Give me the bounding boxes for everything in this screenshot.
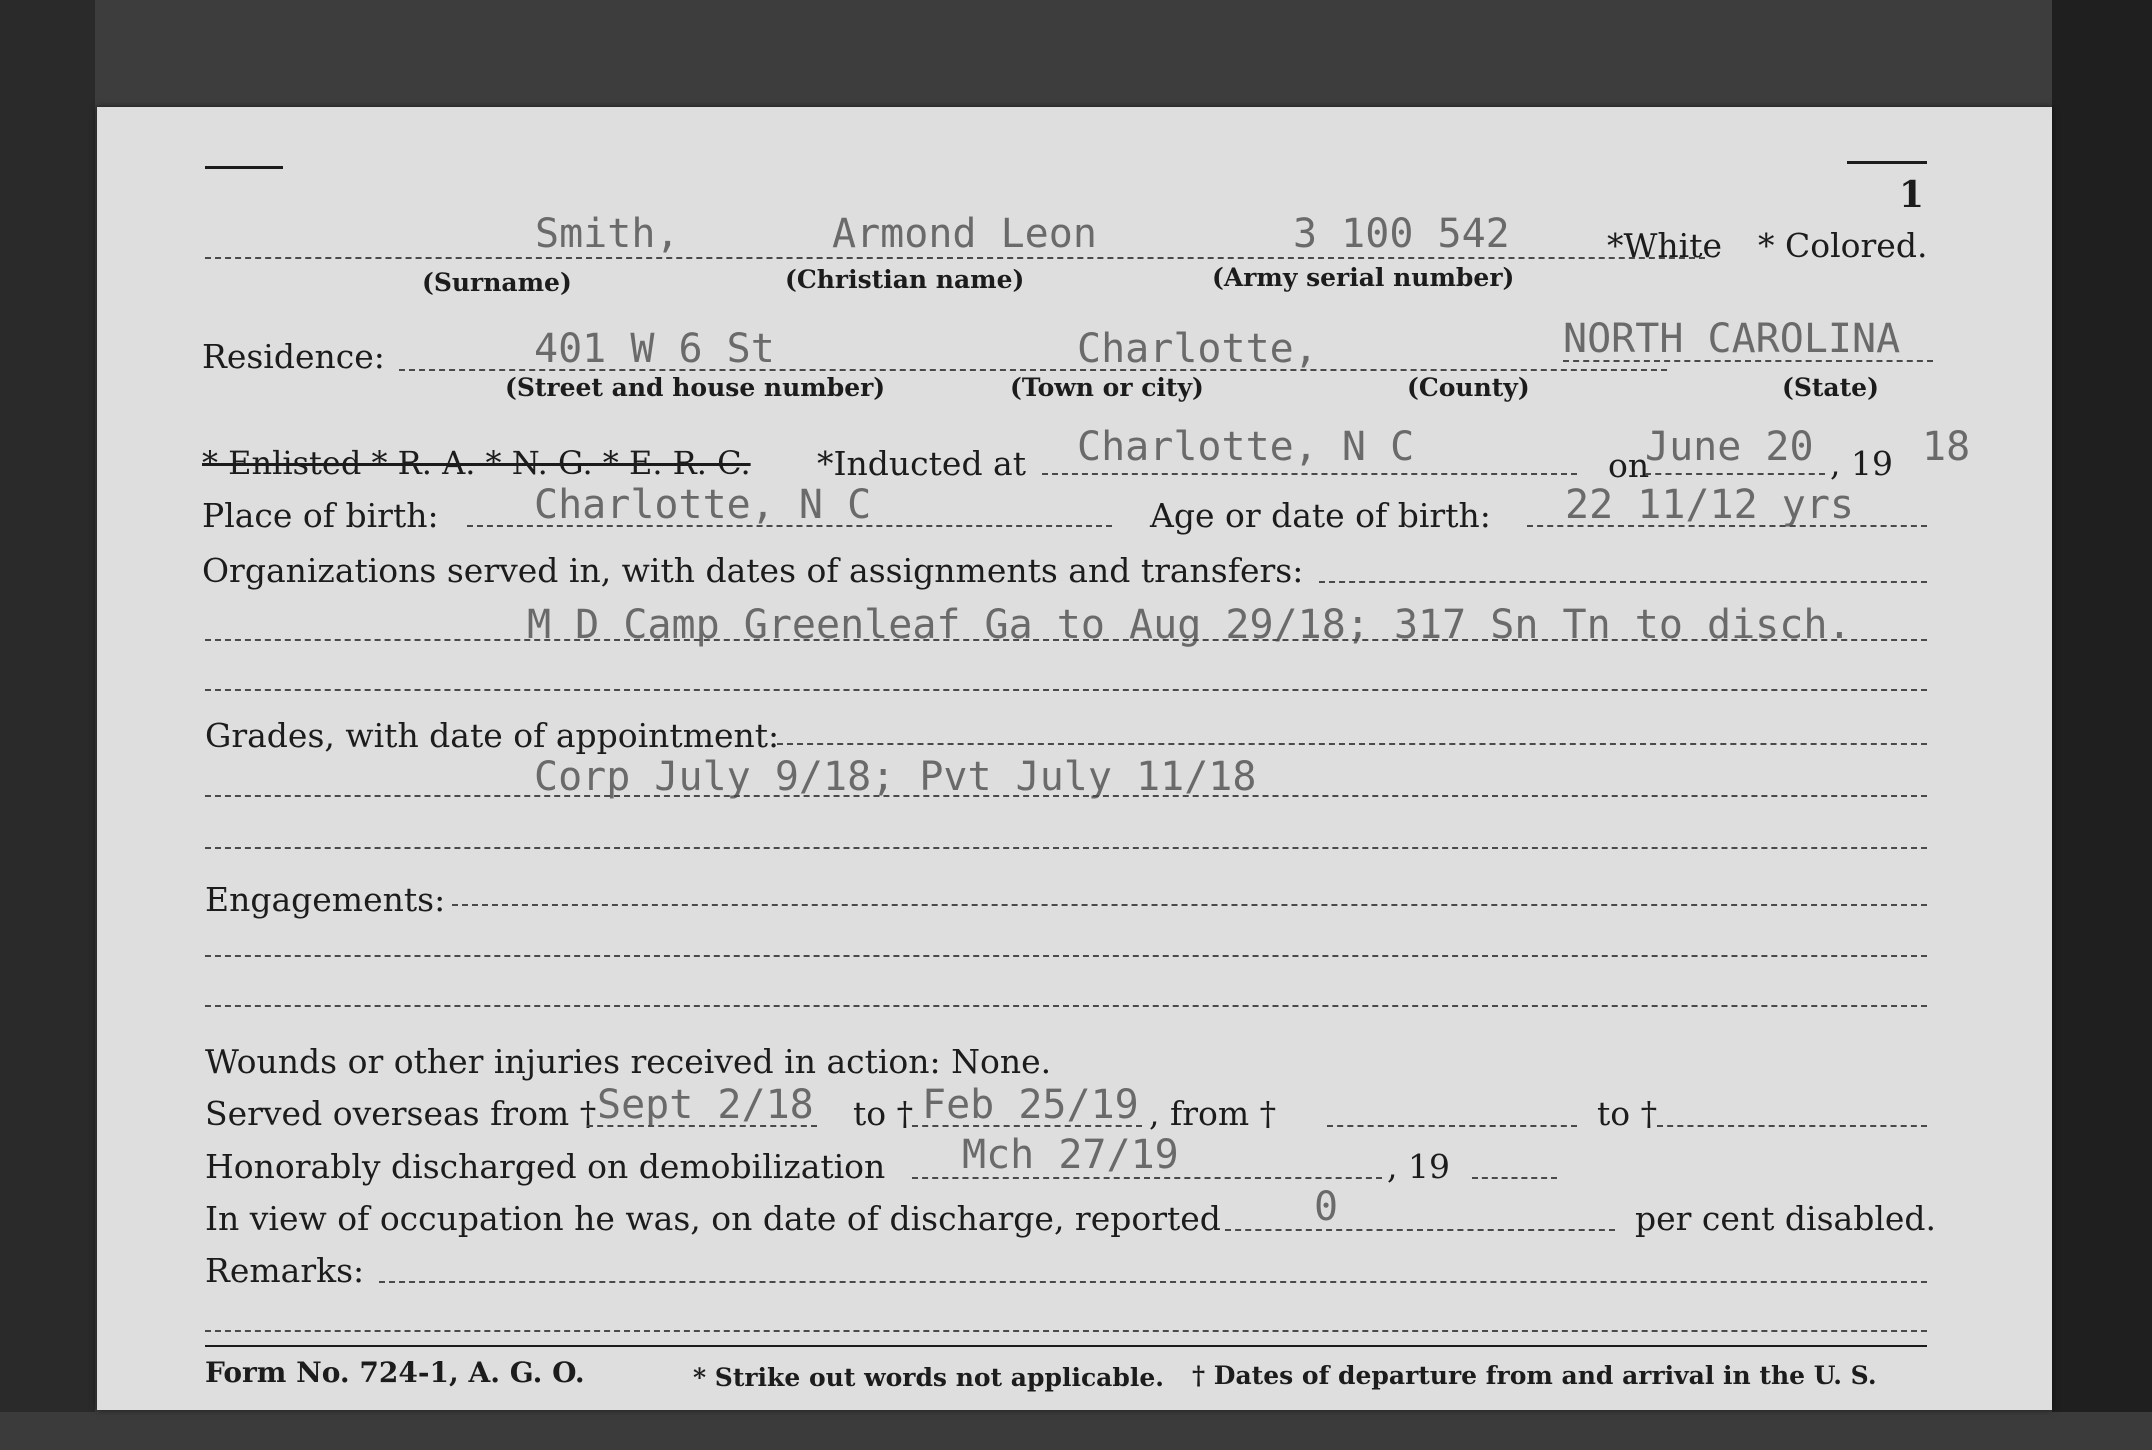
background-right <box>2052 0 2152 1450</box>
discharge-date: Mch 27/19 <box>962 1132 1179 1178</box>
remarks-label: Remarks: <box>205 1251 365 1290</box>
organizations-label: Organizations served in, with dates of assignments and transfers: <box>202 551 1304 590</box>
engagements-label: Engagements: <box>205 880 446 919</box>
inducted-place-rule <box>1042 473 1577 475</box>
discharge-year-rule <box>1472 1177 1557 1179</box>
card-number: 1 <box>1899 174 1925 216</box>
induction-on-label: on <box>1608 446 1650 485</box>
overseas-to-label: to † <box>853 1094 914 1133</box>
overseas-from-date: Sept 2/18 <box>597 1082 814 1128</box>
serial-number-value: 3 100 542 <box>1293 211 1510 257</box>
age-label: Age or date of birth: <box>1150 496 1491 535</box>
age-value: 22 11/12 yrs <box>1565 482 1854 528</box>
remarks-rule-1 <box>379 1281 1927 1283</box>
grades-label: Grades, with date of appointment: <box>205 716 780 755</box>
organizations-rule-2 <box>205 639 1927 641</box>
surname-caption: (Surname) <box>422 268 572 297</box>
top-left-rule <box>205 166 283 169</box>
residence-city: Charlotte, <box>1077 326 1318 372</box>
inducted-place: Charlotte, N C <box>1077 424 1415 470</box>
serial-number-caption: (Army serial number) <box>1212 263 1515 292</box>
overseas-to2-label: to † <box>1597 1094 1658 1133</box>
discharge-rule <box>912 1177 1382 1179</box>
race-white: *White <box>1607 226 1723 265</box>
organizations-rule-3 <box>205 689 1927 691</box>
remarks-rule-2 <box>205 1330 1927 1332</box>
christian-name-value: Armond Leon <box>832 211 1097 257</box>
street-caption: (Street and house number) <box>505 373 886 402</box>
residence-state: NORTH CAROLINA <box>1563 316 1901 362</box>
induction-date: June 20 <box>1645 424 1814 470</box>
organizations-rule-1 <box>1319 581 1927 583</box>
christian-name-caption: (Christian name) <box>785 265 1025 294</box>
background-top <box>0 0 2152 105</box>
footer-dates-note: † Dates of departure from and arrival in the U. S. <box>1192 1361 1877 1390</box>
age-rule <box>1527 525 1927 527</box>
wounds-label: Wounds or other injuries received in action: None. <box>205 1042 1052 1081</box>
grades-rule-1 <box>777 743 1927 745</box>
race-colored: * Colored. <box>1758 226 1928 265</box>
form-number: Form No. 724-1, A. G. O. <box>205 1356 585 1389</box>
engagements-rule-3 <box>205 1005 1927 1007</box>
overseas-from2-rule <box>1327 1125 1577 1127</box>
name-line-rule <box>205 257 1705 259</box>
place-of-birth-rule <box>467 525 1112 527</box>
organizations-entry: M D Camp Greenleaf Ga to Aug 29/18; 317 Sn Tn to disch. <box>527 602 1852 648</box>
discharge-label: Honorably discharged on demobilization <box>205 1147 886 1186</box>
induction-year-prefix: , 19 <box>1830 444 1893 483</box>
enlistment-status-options: * Enlisted * R. A. * N. G. * E. R. C. <box>202 444 751 482</box>
place-of-birth-value: Charlotte, N C <box>534 482 872 528</box>
grades-rule-3 <box>205 847 1927 849</box>
inducted-label: *Inducted at <box>817 444 1026 483</box>
induction-year: 18 <box>1922 424 1971 470</box>
engagements-rule-1 <box>452 904 1927 906</box>
disability-rule <box>1225 1229 1615 1231</box>
service-record-card <box>97 107 2052 1410</box>
place-of-birth-label: Place of birth: <box>202 496 439 535</box>
surname-value: Smith, <box>535 211 680 257</box>
residence-label: Residence: <box>202 337 385 376</box>
overseas-from-label: Served overseas from † <box>205 1094 597 1133</box>
disability-suffix: per cent disabled. <box>1635 1199 1937 1238</box>
county-caption: (County) <box>1407 373 1530 402</box>
top-right-rule <box>1847 161 1927 164</box>
disability-label: In view of occupation he was, on date of discharge, reported <box>205 1199 1221 1238</box>
overseas-to-date: Feb 25/19 <box>922 1082 1139 1128</box>
background-left <box>0 0 95 1450</box>
residence-street: 401 W 6 St <box>534 326 775 372</box>
disability-percent: 0 <box>1314 1184 1339 1230</box>
grades-entry: Corp July 9/18; Pvt July 11/18 <box>534 754 1257 800</box>
footer-strike-note: * Strike out words not applicable. <box>693 1363 1164 1392</box>
engagements-rule-2 <box>205 955 1927 957</box>
residence-rule <box>399 369 1667 371</box>
footer-rule <box>205 1345 1927 1347</box>
induction-date-rule <box>1645 473 1825 475</box>
grades-rule-2 <box>205 795 1927 797</box>
residence-state-rule <box>1563 360 1933 362</box>
discharge-year-label: , 19 <box>1387 1147 1450 1186</box>
overseas-to2-rule <box>1657 1125 1927 1127</box>
city-caption: (Town or city) <box>1010 373 1204 402</box>
overseas-to-rule <box>912 1125 1142 1127</box>
overseas-from-rule <box>587 1125 817 1127</box>
background-bottom <box>0 1412 2152 1450</box>
state-caption: (State) <box>1782 373 1879 402</box>
overseas-from2-label: , from † <box>1149 1094 1277 1133</box>
